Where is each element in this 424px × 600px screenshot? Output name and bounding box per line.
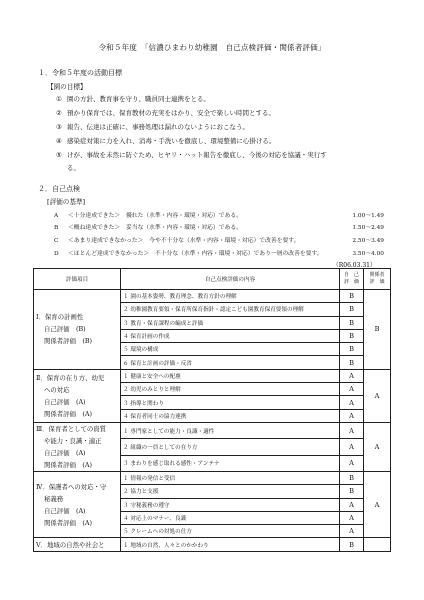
item-cell: ６ 保育と計画の評価・反省 xyxy=(121,356,340,369)
table-row xyxy=(34,471,391,484)
goals-label: 【園の目標】 xyxy=(47,83,87,91)
rel-eval-cell: B xyxy=(364,290,391,370)
category-line: Ⅳ．保護者への対応・守 xyxy=(36,482,107,491)
criteria-row: B ＜概ね達成できた＞ 妥当な（水準・内容・環境・対応）である。 1.50〜2.49 xyxy=(54,225,384,231)
category-cell xyxy=(34,422,121,471)
table-row xyxy=(34,538,391,551)
rel-eval-cell: A xyxy=(364,422,391,471)
item-cell: ２ 協力と支援 xyxy=(121,485,340,498)
item-cell: ３ 教育・保育課程の編成と評価 xyxy=(121,316,340,329)
table-row xyxy=(34,422,391,438)
table-row xyxy=(34,290,391,303)
item-cell: ２ 幼稚園教育要領・保育所保育指針・認定こども園教育保育要領の理解 xyxy=(121,303,340,316)
goal-item: ④ 感染症対策に力を入れ、消毒・手洗いを徹底し、環境整備に心掛ける。 xyxy=(56,137,276,145)
item-cell: ５ クレームへの対処の仕方 xyxy=(121,525,340,538)
category-line: Ⅴ．地域の自然や社会と xyxy=(36,540,105,549)
rel-eval-cell: A xyxy=(364,471,391,537)
criteria-row: C ＜あまり達成できなかった＞ 今や不十分な（水準・内容・環境・対応）で改善を要す。 2.50〜3.49 xyxy=(54,238,384,244)
section2-heading: ２．自己点検 xyxy=(38,185,80,193)
item-cell: ３ 守秘義務の遵守 xyxy=(121,498,340,511)
self-eval-cell: A xyxy=(340,511,364,524)
header-category: 評価項目 xyxy=(34,269,121,290)
self-eval-cell: B xyxy=(340,538,364,551)
item-cell: ４ 対応上のマナー、良識 xyxy=(121,511,340,524)
evaluation-date: （R06.03.31） xyxy=(332,262,376,269)
goal-item: ③ 報告、伝達は正確に、事務処理は漏れのないようにおこなう。 xyxy=(56,123,249,131)
category-line: Ⅰ．保育の計画性 xyxy=(36,313,84,322)
self-eval-cell: B xyxy=(340,329,364,342)
self-eval-cell: A xyxy=(340,422,364,438)
item-cell: ２ 組織の一員としての在り方 xyxy=(121,439,340,455)
item-cell: ３ 指導と関わり xyxy=(121,396,340,409)
goal-item: ⑤ けが、事故を未然に防ぐため、ヒヤリ・ハット報告を徹底し、今後の対応を協議・実行す xyxy=(56,151,327,159)
self-eval-cell: B xyxy=(340,290,364,303)
criteria-row: A ＜十分達成できた＞ 優れた（水準・内容・環境・対応）である。 1.00〜1.49 xyxy=(54,213,384,219)
document-title: 令和５年度 「信濃ひまわり幼稚園 自己点検評価・関係者評価」 xyxy=(98,43,326,52)
category-cell xyxy=(34,290,121,370)
table-body xyxy=(34,290,391,552)
category-cell xyxy=(34,369,121,422)
item-cell: １ 健康と安全への配慮 xyxy=(121,369,340,382)
category-line: Ⅲ．保育者としての資質 xyxy=(36,424,107,433)
rel-eval-cell xyxy=(364,538,391,551)
self-eval-cell: B xyxy=(340,303,364,316)
criteria-row: D ＜ほとんど達成できなかった＞ 不十分な（水準・内容・環境・対応）であり一層の改善を要す。 3.50〜4.00 xyxy=(54,251,384,257)
self-eval-cell: A xyxy=(340,383,364,396)
self-eval-cell: B xyxy=(340,485,364,498)
goal-item: ① 園の方針、教育事を守り、職員同士連携をとる。 xyxy=(56,95,210,103)
criteria-label: [評価の基準] xyxy=(47,198,86,206)
self-eval-cell: A xyxy=(340,409,364,422)
self-eval-cell: A xyxy=(340,498,364,511)
item-cell: ５ 環境の構成 xyxy=(121,343,340,356)
category-line: 関係者評価 (B) xyxy=(44,337,93,346)
item-cell: １ 地域の自然、人々とのかかわり xyxy=(121,538,340,551)
self-eval-cell: A xyxy=(340,525,364,538)
evaluation-table xyxy=(33,268,391,552)
category-line: Ⅱ．保育の在り方、幼児 xyxy=(36,373,105,382)
goal-item-continuation: る。 xyxy=(67,164,80,172)
category-line: 自己評価 (B) xyxy=(44,325,86,334)
category-cell xyxy=(34,471,121,537)
category-line: 秘義務 xyxy=(44,494,64,503)
category-line: への対応 xyxy=(44,385,70,394)
category-cell xyxy=(34,538,121,551)
category-line: 自己評価 (A) xyxy=(44,397,86,406)
header-self-eval: 自 己 評 価 xyxy=(340,269,364,290)
item-cell: １ 専門家としての能力・良識・適性 xyxy=(121,422,340,438)
self-eval-cell: A xyxy=(340,439,364,455)
category-line: 関係者評価 (A) xyxy=(44,460,92,469)
table-header-row xyxy=(34,269,391,290)
category-line: 自己評価 (A) xyxy=(44,506,86,515)
table-row xyxy=(34,369,391,382)
header-content: 自己点検評価の内容 xyxy=(121,269,340,290)
self-eval-cell: B xyxy=(340,471,364,484)
header-rel-eval: 関係者 評 価 xyxy=(364,269,391,290)
rel-eval-cell: A xyxy=(364,369,391,422)
category-line: や能力・良識・適正 xyxy=(44,436,102,445)
self-eval-cell: B xyxy=(340,356,364,369)
section1-heading: １．令和５年度の活動目標 xyxy=(38,69,122,77)
self-eval-cell: A xyxy=(340,369,364,382)
self-eval-cell: B xyxy=(340,316,364,329)
category-line: 関係者評価 (A) xyxy=(44,409,92,418)
item-cell: ４ 保育計画の作成 xyxy=(121,329,340,342)
item-cell: １ 情報の発信と受信 xyxy=(121,471,340,484)
goal-item: ② 預かり保育では、保育教材の充実をはかり、安全で楽しい時間とする。 xyxy=(56,109,275,117)
self-eval-cell: B xyxy=(340,343,364,356)
item-cell: ４ 保育者同士の協力連携 xyxy=(121,409,340,422)
item-cell: １ 園の基本姿勢、教育理念、教育方針の理解 xyxy=(121,290,340,303)
category-line: 自己評価 (A) xyxy=(44,448,86,457)
self-eval-cell: A xyxy=(340,396,364,409)
self-eval-cell: A xyxy=(340,455,364,471)
item-cell: ３ まわりを感じ取れる感性・アンテナ xyxy=(121,455,340,471)
category-line: 関係者評価 (A) xyxy=(44,518,92,527)
item-cell: ２ 幼児のみとりと理解 xyxy=(121,383,340,396)
